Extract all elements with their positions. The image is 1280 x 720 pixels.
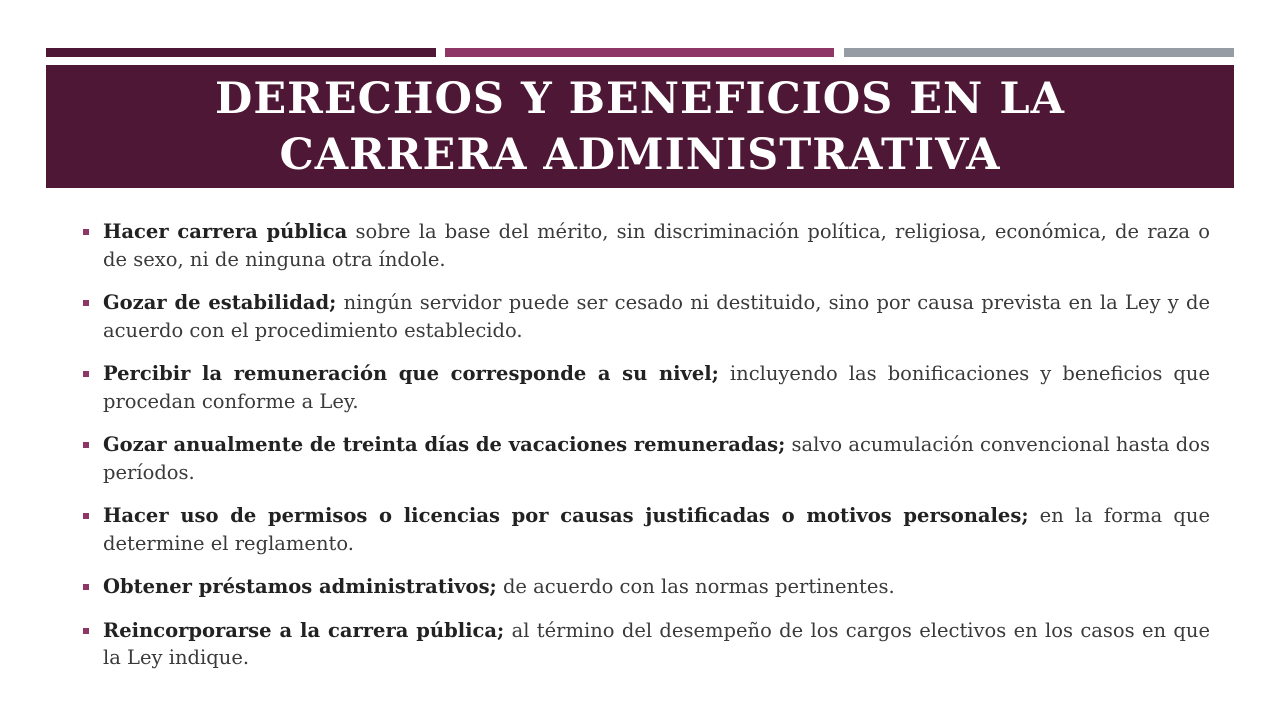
list-item xyxy=(82,502,1210,557)
square-bullet-icon xyxy=(83,584,89,590)
list-item xyxy=(82,289,1210,344)
square-bullet-icon xyxy=(83,371,89,377)
square-bullet-icon xyxy=(83,628,89,634)
square-bullet-icon xyxy=(83,300,89,306)
item-heading: Hacer carrera pública xyxy=(103,220,348,243)
list-item xyxy=(82,617,1210,672)
slide-title-line-1: DERECHOS Y BENEFICIOS EN LA xyxy=(215,73,1065,124)
item-text: incluyendo las bonificaciones y beneficios que procedan conforme a Ley. xyxy=(103,362,1210,413)
slide-title-line-2: CARRERA ADMINISTRATIVA xyxy=(279,129,1001,180)
item-text: de acuerdo con las normas pertinentes. xyxy=(496,575,895,598)
rights-list xyxy=(82,218,1210,672)
item-heading: Obtener préstamos administrativos; xyxy=(103,575,497,598)
item-text: en la forma que determine el reglamento. xyxy=(103,504,1211,555)
accent-bar-magenta xyxy=(445,48,834,57)
list-item xyxy=(82,218,1210,273)
slide-title xyxy=(215,71,1065,183)
square-bullet-icon xyxy=(83,442,89,448)
list-item xyxy=(82,360,1210,415)
item-heading: Hacer uso de permisos o licencias por causas justificadas o motivos personales; xyxy=(103,504,1029,527)
accent-bar-dark xyxy=(46,48,436,57)
item-heading: Percibir la remuneración que corresponde a su nivel; xyxy=(103,362,719,385)
item-text: ningún servidor puede ser cesado ni destituido, sino por causa prevista en la Ley y de acuerdo con el procedimiento establecido. xyxy=(103,291,1210,342)
top-accent-bars xyxy=(46,48,1234,57)
item-text: al término del desempeño de los cargos electivos en los casos en que la Ley indique. xyxy=(103,618,1211,669)
accent-bar-gray xyxy=(844,48,1234,57)
item-text: sobre la base del mérito, sin discriminación política, religiosa, económica, de raza o de sexo, ni de ninguna otra índole. xyxy=(103,220,1210,271)
item-heading: Gozar de estabilidad; xyxy=(103,291,337,314)
item-heading: Gozar anualmente de treinta días de vacaciones remuneradas; xyxy=(103,433,786,456)
square-bullet-icon xyxy=(83,229,89,235)
item-text: salvo acumulación convencional hasta dos períodos. xyxy=(103,433,1210,484)
title-band xyxy=(46,65,1234,188)
list-item xyxy=(82,573,1210,601)
square-bullet-icon xyxy=(83,513,89,519)
list-item xyxy=(82,431,1210,486)
item-heading: Reincorporarse a la carrera pública; xyxy=(103,618,505,642)
